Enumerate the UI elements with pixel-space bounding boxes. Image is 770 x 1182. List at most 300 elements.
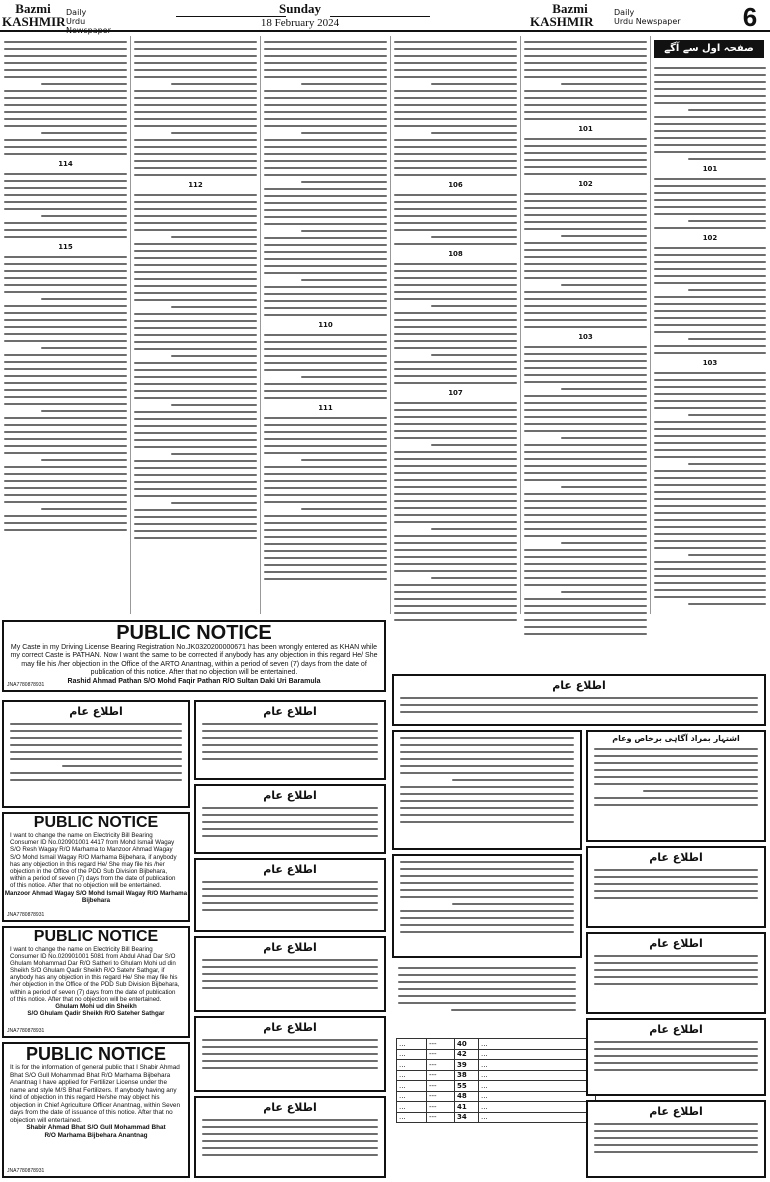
urdu-text-line xyxy=(394,201,517,203)
story-number: 115 xyxy=(58,243,73,251)
urdu-text-line xyxy=(41,508,127,510)
table-cell: 40 xyxy=(455,1039,479,1050)
urdu-text-line xyxy=(654,498,766,500)
urdu-text-line xyxy=(524,367,647,369)
urdu-text-line xyxy=(4,41,127,43)
urdu-text-line xyxy=(4,229,127,231)
urdu-text-line xyxy=(134,243,257,245)
urdu-text-line xyxy=(264,383,387,385)
urdu-text-line xyxy=(524,312,647,314)
urdu-text-line xyxy=(4,473,127,475)
brand-name-right-line1: Bazmi xyxy=(552,1,588,16)
urdu-text-line xyxy=(202,1133,378,1135)
urdu-text-line xyxy=(594,1062,758,1064)
urdu-text-line xyxy=(264,111,387,113)
masthead-left-tagline xyxy=(66,8,126,35)
masthead-dateline xyxy=(180,1,420,29)
urdu-text-line xyxy=(264,48,387,50)
urdu-text-line xyxy=(4,431,127,433)
table-cell: ... xyxy=(397,1112,427,1123)
urdu-text-line xyxy=(524,76,647,78)
urdu-text-line xyxy=(171,453,257,455)
urdu-text-line xyxy=(524,374,647,376)
urdu-text-line xyxy=(264,90,387,92)
urdu-text-line xyxy=(561,437,647,439)
table-cell: --- xyxy=(427,1112,455,1123)
urdu-text-line xyxy=(594,755,758,757)
urdu-text-line xyxy=(654,400,766,402)
urdu-text-line xyxy=(394,556,517,558)
urdu-text-line xyxy=(394,243,517,245)
issue-day: Sunday xyxy=(279,1,321,16)
urdu-text-line xyxy=(134,460,257,462)
urdu-text-line xyxy=(264,431,387,433)
urdu-text-line xyxy=(524,402,647,404)
story-number: 101 xyxy=(702,165,718,173)
urdu-text-line xyxy=(134,292,257,294)
urdu-text-line xyxy=(524,451,647,453)
urdu-text-line xyxy=(134,509,257,511)
urdu-text-line xyxy=(394,298,517,300)
urdu-text-line xyxy=(524,62,647,64)
urdu-text-line xyxy=(134,376,257,378)
urdu-text-line xyxy=(202,973,378,975)
column-divider xyxy=(130,36,131,614)
urdu-text-line xyxy=(394,263,517,265)
urdu-text-line xyxy=(134,55,257,57)
urdu-text-line xyxy=(594,1048,758,1050)
urdu-text-line xyxy=(524,514,647,516)
table-cell: ... xyxy=(479,1049,596,1060)
urdu-text-line xyxy=(134,537,257,539)
urdu-text-line xyxy=(394,340,517,342)
urdu-text-line xyxy=(394,605,517,607)
story-number: 111 xyxy=(318,404,333,412)
notice-heading: اطلاع عام xyxy=(263,705,317,718)
urdu-text-line xyxy=(62,765,182,767)
urdu-text-line xyxy=(264,362,387,364)
urdu-text-line xyxy=(134,495,257,497)
urdu-text-line xyxy=(654,185,766,187)
urdu-text-line xyxy=(264,529,387,531)
urdu-text-line xyxy=(524,256,647,258)
urdu-text-line xyxy=(688,414,766,416)
urdu-text-line xyxy=(264,536,387,538)
urdu-text-line xyxy=(394,402,517,404)
urdu-text-line xyxy=(134,271,257,273)
urdu-text-line xyxy=(134,118,257,120)
urdu-text-line xyxy=(594,876,758,878)
notice-heading: اطلاع عام xyxy=(263,1021,317,1034)
urdu-text-line xyxy=(654,526,766,528)
urdu-text-line xyxy=(4,305,127,307)
urdu-text-line xyxy=(654,505,766,507)
table-row xyxy=(397,1091,596,1102)
text-column-3 xyxy=(264,36,387,614)
urdu-text-line xyxy=(264,515,387,517)
urdu-text-line xyxy=(264,293,387,295)
urdu-text-line xyxy=(264,167,387,169)
urdu-text-line xyxy=(10,779,182,781)
urdu-text-line xyxy=(400,917,574,919)
notice-heading: اطلاع عام xyxy=(263,863,317,876)
urdu-text-line xyxy=(524,577,647,579)
urdu-text-line xyxy=(4,445,127,447)
notice-text-lines xyxy=(196,1119,384,1156)
urdu-text-line xyxy=(524,200,647,202)
urdu-text-line xyxy=(594,897,758,899)
urdu-text-line xyxy=(264,272,387,274)
urdu-text-line xyxy=(394,542,517,544)
urdu-text-line xyxy=(452,903,574,905)
urdu-text-line xyxy=(431,305,517,307)
notice-body: I want to change the name on Electricity Bill Bearing Consumer ID No.020901001 5081 from Abdul Ahad Dar S/O Ghulam Mohammad Dar R/O Satheri to Ghulam Mohi ud din Sheikh S/O Ghulam Qadir Sheikh R/O Satehr Sathgar, if anybody has any objection in this regard He/ She may file his /her objection in the Office of the PDD Sub Division Bijbehara, within a period of seven (7) days from the date of publication of this notice. After that no objection will be entertained. xyxy=(10,946,180,1003)
urdu-text-line xyxy=(202,758,378,760)
urdu-text-line xyxy=(594,1069,758,1071)
notice-body: It is for the information of general public that I Shabir Ahmad Bhat S/O Gull Mohammad Bhat R/O Marhama Bijbehara Anantnag I have applied for Fertilizer License under the name and style M/S Bhat Fertilizers. If anybody having any kind of objection in this regard He/she may object his objection in Chief Agriculture Officer Anantnag, within Seven days from the date of issuance of this notice. After that no objection will entertained. xyxy=(10,1064,181,1124)
urdu-text-line xyxy=(264,55,387,57)
urdu-text-line xyxy=(264,494,387,496)
urdu-text-line xyxy=(4,139,127,141)
urdu-text-line xyxy=(134,194,257,196)
urdu-text-line xyxy=(394,229,517,231)
urdu-text-line xyxy=(134,41,257,43)
urdu-text-line xyxy=(654,540,766,542)
urdu-text-line xyxy=(264,341,387,343)
urdu-text-line xyxy=(4,90,127,92)
public-notice-sheikh xyxy=(2,926,190,1038)
column-divider xyxy=(390,36,391,614)
urdu-text-line xyxy=(654,568,766,570)
table-cell: --- xyxy=(427,1049,455,1060)
urdu-notice-wide xyxy=(392,674,766,726)
urdu-text-line xyxy=(171,502,257,504)
urdu-text-line xyxy=(594,783,758,785)
urdu-text-line xyxy=(654,151,766,153)
urdu-text-line xyxy=(654,456,766,458)
urdu-text-line xyxy=(134,139,257,141)
urdu-text-line xyxy=(394,160,517,162)
urdu-text-line xyxy=(4,396,127,398)
urdu-text-line xyxy=(4,173,127,175)
urdu-notice xyxy=(586,932,766,1014)
notice-text-lines xyxy=(196,959,384,989)
urdu-text-line xyxy=(4,452,127,454)
urdu-text-line xyxy=(400,868,574,870)
notice-title: PUBLIC NOTICE xyxy=(25,1044,166,1064)
urdu-text-line xyxy=(202,987,378,989)
urdu-text-line xyxy=(4,375,127,377)
urdu-text-line xyxy=(134,125,257,127)
urdu-text-line xyxy=(654,393,766,395)
urdu-notice xyxy=(586,1018,766,1096)
urdu-text-line xyxy=(594,962,758,964)
table-cell: --- xyxy=(427,1102,455,1113)
urdu-text-line xyxy=(4,522,127,524)
urdu-text-line xyxy=(398,1002,576,1004)
table-row xyxy=(397,1112,596,1123)
urdu-text-line xyxy=(524,249,647,251)
urdu-text-line xyxy=(4,236,127,238)
urdu-notice xyxy=(194,1016,386,1092)
urdu-text-line xyxy=(431,444,517,446)
urdu-text-line xyxy=(394,416,517,418)
urdu-text-line xyxy=(394,347,517,349)
table-cell: ... xyxy=(479,1102,596,1113)
table-cell: ... xyxy=(479,1112,596,1123)
urdu-text-line xyxy=(394,48,517,50)
urdu-text-line xyxy=(594,976,758,978)
urdu-text-line xyxy=(524,409,647,411)
urdu-text-line xyxy=(394,507,517,509)
urdu-text-line xyxy=(134,481,257,483)
urdu-text-line xyxy=(134,104,257,106)
urdu-text-line xyxy=(524,55,647,57)
urdu-text-line xyxy=(134,523,257,525)
urdu-text-line xyxy=(4,263,127,265)
urdu-text-line xyxy=(524,535,647,537)
urdu-text-line xyxy=(524,152,647,154)
urdu-text-line xyxy=(134,467,257,469)
urdu-text-line xyxy=(394,437,517,439)
urdu-text-line xyxy=(394,486,517,488)
notice-text-lines xyxy=(196,1039,384,1069)
table-cell: ... xyxy=(397,1081,427,1092)
urdu-text-line xyxy=(524,326,647,328)
urdu-text-line xyxy=(394,619,517,621)
urdu-text-line xyxy=(524,395,647,397)
urdu-text-line xyxy=(134,425,257,427)
urdu-text-line xyxy=(524,277,647,279)
urdu-text-line xyxy=(202,980,378,982)
urdu-text-line xyxy=(4,153,127,155)
urdu-text-line xyxy=(654,67,766,69)
urdu-text-line xyxy=(400,889,574,891)
urdu-text-line xyxy=(10,758,182,760)
story-number: 103 xyxy=(578,333,593,341)
text-column-2 xyxy=(134,36,257,614)
urdu-text-line xyxy=(594,883,758,885)
urdu-text-line xyxy=(134,285,257,287)
urdu-text-line xyxy=(134,516,257,518)
urdu-text-line xyxy=(688,158,766,160)
urdu-text-line xyxy=(654,310,766,312)
urdu-text-line xyxy=(264,97,387,99)
urdu-text-line xyxy=(524,528,647,530)
urdu-text-line xyxy=(264,223,387,225)
urdu-text-line xyxy=(654,470,766,472)
urdu-text-line xyxy=(394,118,517,120)
story-number: 102 xyxy=(578,180,593,188)
story-number: 112 xyxy=(188,181,203,189)
table-cell: --- xyxy=(427,1081,455,1092)
urdu-text-line xyxy=(654,484,766,486)
urdu-text-line xyxy=(4,529,127,531)
urdu-text-line xyxy=(688,463,766,465)
urdu-text-line xyxy=(654,519,766,521)
urdu-text-line xyxy=(264,390,387,392)
notice-heading: اشتہار بمراد آگاہی برخاص وعام xyxy=(612,734,740,743)
urdu-text-line xyxy=(594,955,758,957)
urdu-text-line xyxy=(394,194,517,196)
urdu-text-line xyxy=(264,41,387,43)
urdu-text-line xyxy=(264,501,387,503)
notice-text-lines xyxy=(394,861,580,933)
urdu-text-line xyxy=(264,473,387,475)
urdu-text-line xyxy=(41,132,127,134)
table-cell: ... xyxy=(479,1081,596,1092)
urdu-text-line xyxy=(394,591,517,593)
urdu-text-line xyxy=(594,1144,758,1146)
urdu-text-line xyxy=(524,612,647,614)
urdu-text-line xyxy=(431,236,517,238)
notice-text-lines xyxy=(394,697,764,713)
urdu-text-line xyxy=(394,409,517,411)
urdu-text-line xyxy=(134,229,257,231)
urdu-text-line xyxy=(134,215,257,217)
urdu-text-line xyxy=(41,298,127,300)
urdu-text-line xyxy=(524,305,647,307)
urdu-text-line xyxy=(398,995,576,997)
urdu-text-line xyxy=(654,533,766,535)
urdu-text-line xyxy=(264,543,387,545)
urdu-text-line xyxy=(524,416,647,418)
table-cell: --- xyxy=(427,1060,455,1071)
urdu-text-line xyxy=(134,348,257,350)
urdu-text-line xyxy=(524,619,647,621)
urdu-text-line xyxy=(654,130,766,132)
urdu-text-line xyxy=(202,1039,378,1041)
urdu-text-line xyxy=(524,270,647,272)
urdu-text-line xyxy=(394,423,517,425)
urdu-text-line xyxy=(264,209,387,211)
urdu-text-line xyxy=(134,62,257,64)
urdu-text-line xyxy=(654,372,766,374)
urdu-text-line xyxy=(400,924,574,926)
table-cell: ... xyxy=(397,1091,427,1102)
urdu-text-line xyxy=(41,83,127,85)
urdu-text-line xyxy=(10,751,182,753)
table-cell: ... xyxy=(479,1060,596,1071)
urdu-text-line xyxy=(452,779,574,781)
urdu-notice xyxy=(194,858,386,932)
urdu-text-line xyxy=(4,368,127,370)
urdu-text-line xyxy=(264,417,387,419)
column-divider xyxy=(650,36,651,614)
urdu-text-line xyxy=(394,563,517,565)
urdu-text-line xyxy=(394,430,517,432)
column-divider xyxy=(520,36,521,614)
urdu-text-line xyxy=(398,988,576,990)
urdu-text-line xyxy=(524,472,647,474)
urdu-text-line xyxy=(654,512,766,514)
urdu-text-line xyxy=(394,319,517,321)
urdu-text-line xyxy=(202,1126,378,1128)
urdu-text-line xyxy=(394,549,517,551)
urdu-text-line xyxy=(400,786,574,788)
urdu-text-line xyxy=(202,821,378,823)
urdu-text-line xyxy=(134,146,257,148)
urdu-text-line xyxy=(264,188,387,190)
masthead-left-brand xyxy=(2,2,64,28)
table-cell: 38 xyxy=(455,1070,479,1081)
urdu-text-line xyxy=(654,74,766,76)
urdu-text-line xyxy=(4,118,127,120)
urdu-text-line xyxy=(202,723,378,725)
urdu-text-line xyxy=(264,300,387,302)
urdu-text-line xyxy=(202,835,378,837)
urdu-text-line xyxy=(654,407,766,409)
urdu-text-line xyxy=(654,449,766,451)
urdu-text-line xyxy=(594,1137,758,1139)
urdu-text-line xyxy=(594,797,758,799)
urdu-text-line xyxy=(264,237,387,239)
urdu-text-line xyxy=(264,487,387,489)
urdu-text-line xyxy=(202,902,378,904)
urdu-text-line xyxy=(264,480,387,482)
urdu-text-line xyxy=(400,697,758,699)
notice-heading: اطلاع عام xyxy=(552,679,606,692)
urdu-text-line xyxy=(202,1067,378,1069)
tagline-urdu: Urdu Newspaper xyxy=(66,17,111,35)
urdu-text-line xyxy=(394,222,517,224)
urdu-text-line xyxy=(524,633,647,635)
urdu-text-line xyxy=(524,228,647,230)
text-column-5 xyxy=(524,36,647,671)
notice-body: I want to change the name on Electricity Bill Bearing Consumer ID No.020901001 4417 from Mohd Ismail Wagay S/O Resh Wagay R/O Marhama to Manzoor Ahmad Wagay S/O Mohd Ismail Wagay R/O Marhama Bijbehara, if anybody has any objection in this regard He/ She may file his /her objection in the Office of the PDD Sub Division Bijbehara, within a period of seven (7) days from the date of publication of this notice. After that no objection will be entertained. xyxy=(10,832,177,890)
urdu-text-line xyxy=(264,244,387,246)
urdu-text-line xyxy=(594,890,758,892)
urdu-text-line xyxy=(134,446,257,448)
urdu-text-line xyxy=(264,146,387,148)
urdu-text-line xyxy=(431,577,517,579)
urdu-text-line xyxy=(654,102,766,104)
urdu-text-line xyxy=(594,983,758,985)
tagline-right-urdu: Urdu Newspaper xyxy=(614,17,681,26)
urdu-text-line xyxy=(688,603,766,605)
notice-heading: اطلاع عام xyxy=(69,705,123,718)
urdu-text-line xyxy=(594,1130,758,1132)
urdu-text-line xyxy=(4,389,127,391)
urdu-text-line xyxy=(4,291,127,293)
urdu-text-line xyxy=(4,48,127,50)
urdu-text-line xyxy=(431,528,517,530)
urdu-text-line xyxy=(654,206,766,208)
urdu-text-line xyxy=(202,807,378,809)
urdu-text-line xyxy=(394,521,517,523)
urdu-text-line xyxy=(301,508,387,510)
notice-heading: اطلاع عام xyxy=(263,789,317,802)
urdu-text-line xyxy=(4,515,127,517)
urdu-text-line xyxy=(4,201,127,203)
urdu-text-line xyxy=(524,291,647,293)
urdu-text-line xyxy=(202,909,378,911)
urdu-text-line xyxy=(398,981,576,983)
urdu-text-line xyxy=(654,421,766,423)
urdu-text-line xyxy=(524,111,647,113)
urdu-text-line xyxy=(134,97,257,99)
urdu-text-line xyxy=(400,772,574,774)
urdu-text-line xyxy=(4,326,127,328)
urdu-text-line xyxy=(524,319,647,321)
urdu-text-line xyxy=(654,192,766,194)
table-cell: ... xyxy=(479,1039,596,1050)
urdu-text-line xyxy=(394,612,517,614)
urdu-text-line xyxy=(561,486,647,488)
urdu-text-line xyxy=(400,793,574,795)
urdu-text-line xyxy=(264,160,387,162)
urdu-text-line xyxy=(134,299,257,301)
